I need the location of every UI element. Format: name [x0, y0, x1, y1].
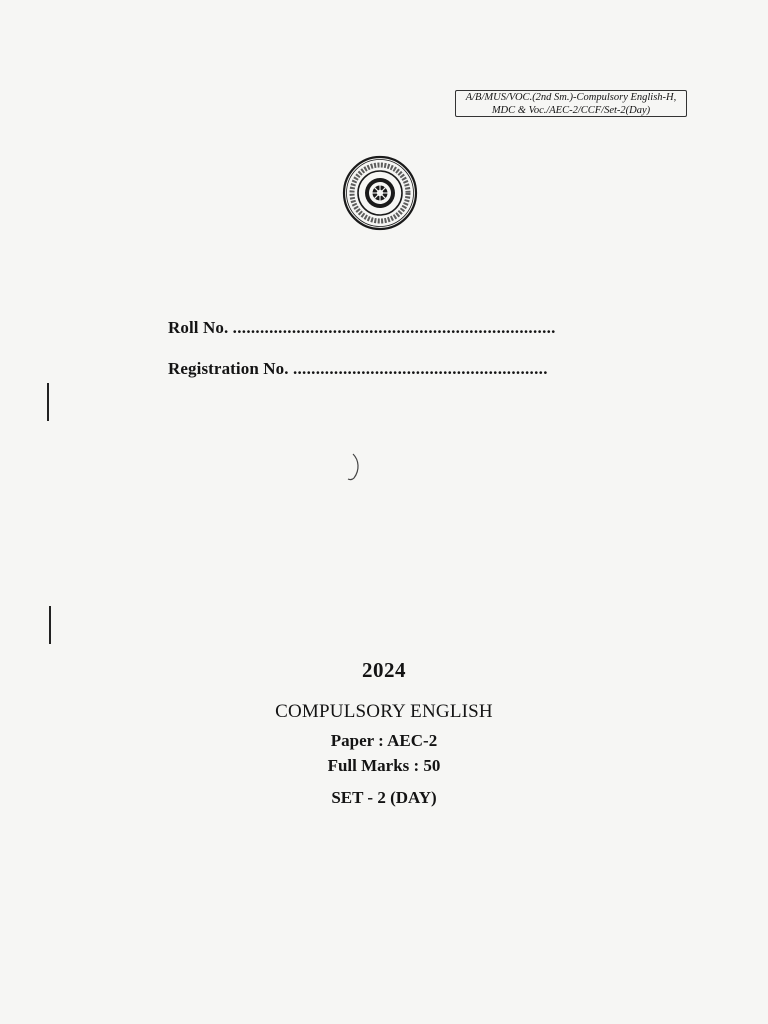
registration-number-blank: ........................................................	[292, 359, 548, 378]
exam-paper: Paper : AEC-2	[330, 731, 438, 750]
roll-number-label: Roll No.	[168, 318, 229, 337]
exam-full-marks: Full Marks : 50	[327, 756, 441, 775]
margin-line-top	[47, 383, 49, 421]
exam-set: SET - 2 (DAY)	[331, 788, 437, 807]
paper-code-box	[455, 90, 687, 117]
registration-number-field	[168, 359, 548, 379]
roll-number-blank: .......................................................................	[232, 318, 556, 337]
university-seal-icon	[340, 153, 420, 233]
paper-code-line-2: MDC & Voc./AEC-2/CCF/Set-2(Day)	[491, 104, 651, 116]
margin-line-bottom	[49, 606, 51, 644]
paper-code-line-1: A/B/MUS/VOC.(2nd Sm.)-Compulsory English-H,	[465, 92, 677, 103]
registration-number-label: Registration No.	[168, 359, 289, 378]
exam-year: 2024	[362, 658, 406, 682]
exam-subject: COMPULSORY ENGLISH	[275, 701, 493, 722]
pencil-mark-icon	[345, 450, 365, 484]
roll-number-field	[168, 318, 556, 338]
